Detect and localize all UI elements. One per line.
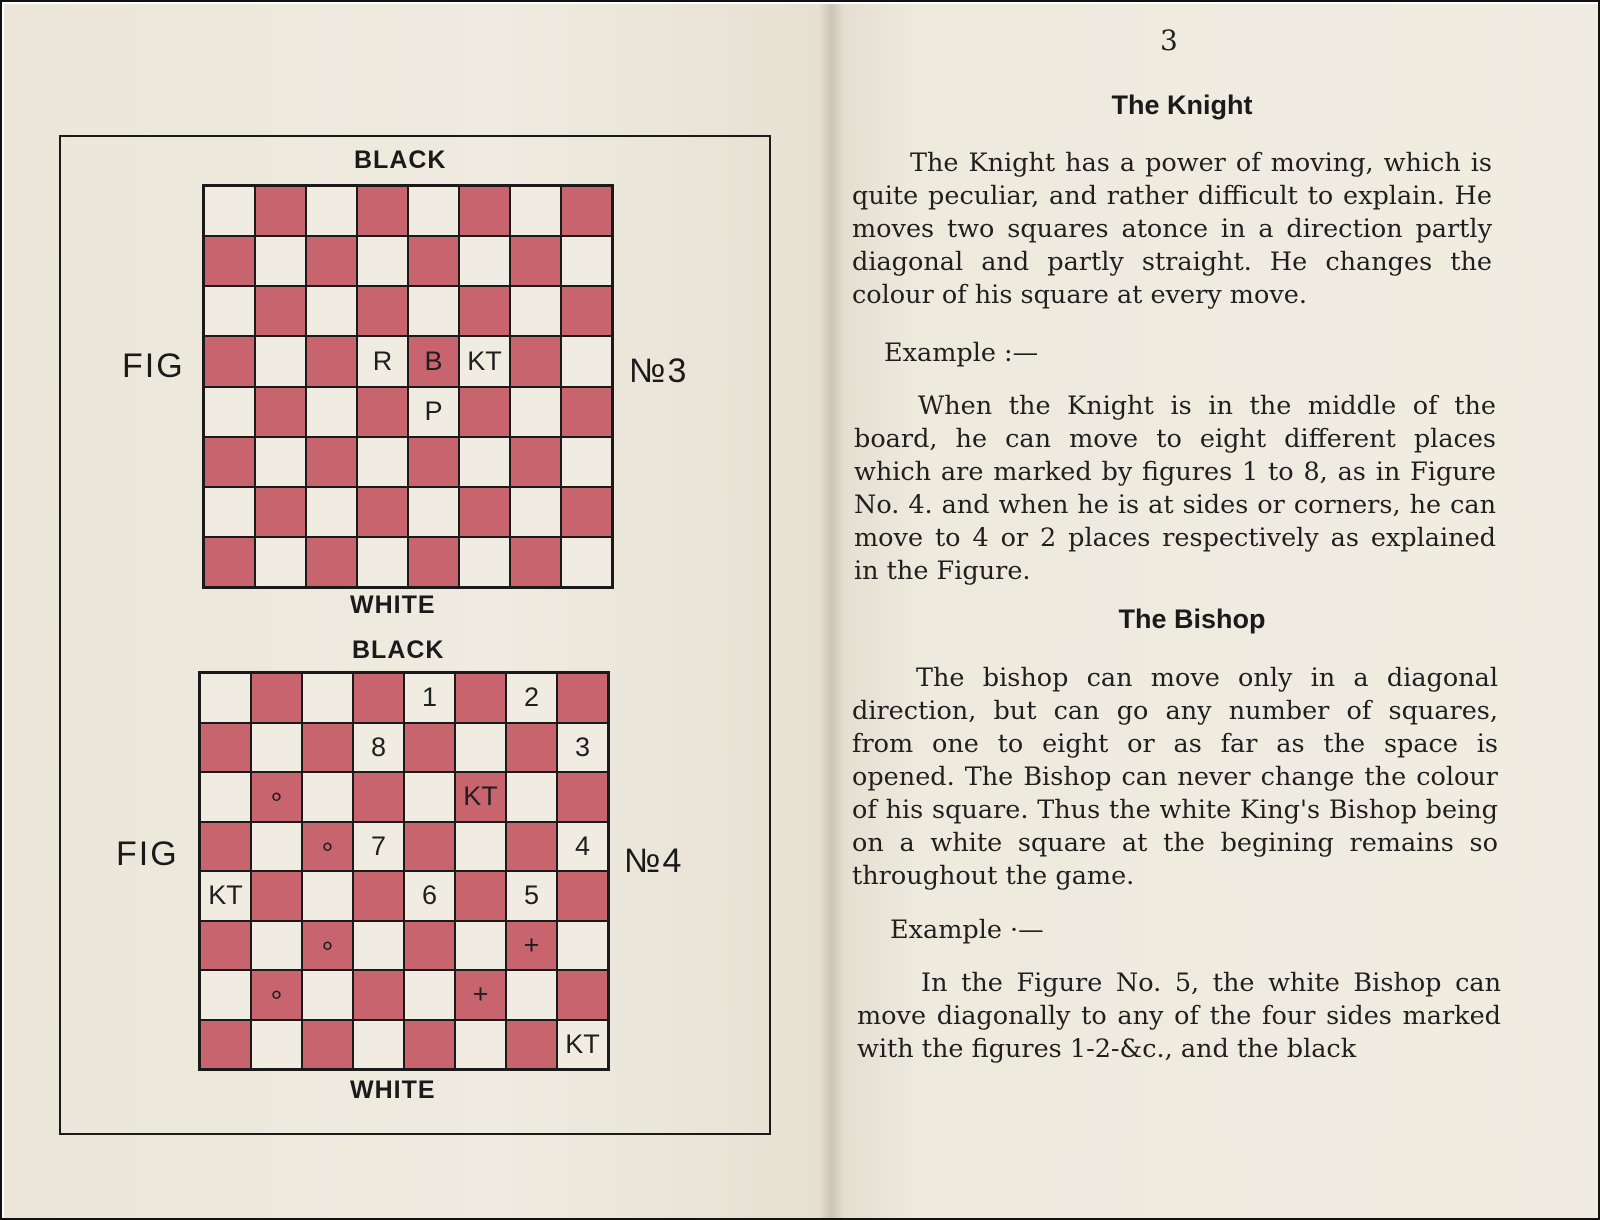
fig3-square [307, 337, 356, 385]
fig4-square [456, 724, 505, 772]
knight-text-1: The Knight has a power of moving, which is quite peculiar, and rather difficult to explain. He moves two squares atonce in a direction partly diagonal and partly straight. He changes the colour of his square at every move. [852, 148, 1492, 310]
bishop-text-2: In the Figure No. 5, the white Bishop can move diagonally to any of the four sides marked with the figures 1-2-&c., and the black [857, 968, 1501, 1064]
fig4-square [303, 872, 352, 920]
fig3-square [460, 438, 509, 486]
fig3-square [511, 237, 560, 285]
fig3-square [562, 388, 611, 436]
fig3-square [409, 488, 458, 536]
fig3-square [256, 538, 305, 586]
fig3-square [256, 438, 305, 486]
bishop-text-1: The bishop can move only in a diagonal direction, but can go any number of squares, from one to eight or as far as the space is opened. The Bishop can never change the colour of his square. Thus the white King's Bishop being on a white square at the begining remains so throughout the game. [852, 663, 1498, 891]
fig4-square [507, 1021, 556, 1069]
fig3-square [205, 237, 254, 285]
fig3-square [409, 438, 458, 486]
fig4-square: 3 [558, 724, 607, 772]
knight-text-2: When the Knight is in the middle of the board, he can move to eight different places which are marked by figures 1 to 8, as in Figure No. 4. and when he is at sides or corners, he can move to 4 or 2 places respectively as explained in the Figure. [854, 391, 1496, 586]
fig4-square [558, 971, 607, 1019]
fig3-square [358, 187, 407, 235]
fig4-square: ∘ [303, 823, 352, 871]
fig4-square [303, 971, 352, 1019]
fig4-square [558, 773, 607, 821]
knight-heading: The Knight [1111, 90, 1253, 120]
fig3-square [256, 287, 305, 335]
book-gutter [818, 4, 844, 1218]
fig4-black-label: BLACK [352, 636, 445, 664]
bishop-heading: The Bishop [1118, 604, 1266, 634]
fig4-square: ∘ [303, 922, 352, 970]
fig3-square [205, 438, 254, 486]
fig3-square [511, 538, 560, 586]
fig4-white-label: WHITE [350, 1076, 436, 1104]
knight-example-label: Example :— [884, 338, 1039, 368]
fig3-square [511, 187, 560, 235]
fig4-square: 8 [354, 724, 403, 772]
fig4-square: 7 [354, 823, 403, 871]
chessboard-fig4 [198, 671, 610, 1071]
fig4-square [405, 922, 454, 970]
bishop-para-2 [857, 967, 1501, 1066]
fig4-square [201, 724, 250, 772]
fig3-square [562, 488, 611, 536]
fig3-square: P [409, 388, 458, 436]
fig4-square [303, 1021, 352, 1069]
fig3-square [562, 538, 611, 586]
fig4-square [201, 823, 250, 871]
fig4-square [252, 724, 301, 772]
fig3-white-label: WHITE [350, 591, 436, 619]
fig4-square [558, 872, 607, 920]
fig4-square [456, 1021, 505, 1069]
fig4-square [201, 922, 250, 970]
fig4-square: 6 [405, 872, 454, 920]
fig4-square [354, 1021, 403, 1069]
fig4-square [507, 773, 556, 821]
fig4-square [507, 823, 556, 871]
fig4-square [303, 773, 352, 821]
fig4-square: 1 [405, 674, 454, 722]
fig4-square [405, 724, 454, 772]
fig3-square [256, 488, 305, 536]
fig3-square [205, 488, 254, 536]
fig3-square [307, 237, 356, 285]
fig4-number: №4 [624, 842, 684, 880]
knight-para-2 [854, 390, 1496, 588]
fig4-square [201, 773, 250, 821]
knight-para-1 [852, 147, 1492, 312]
fig4-square [405, 1021, 454, 1069]
fig3-square [460, 187, 509, 235]
fig3-square [358, 388, 407, 436]
fig4-square: 4 [558, 823, 607, 871]
fig3-square [460, 388, 509, 436]
fig4-square: ∘ [252, 773, 301, 821]
fig4-square [354, 922, 403, 970]
fig3-square [562, 237, 611, 285]
fig3-square [256, 187, 305, 235]
fig3-square [511, 287, 560, 335]
fig4-square [456, 872, 505, 920]
fig3-square [409, 187, 458, 235]
fig4-square [354, 773, 403, 821]
page-number: 3 [1160, 24, 1178, 57]
fig3-square [358, 237, 407, 285]
fig4-square [201, 674, 250, 722]
fig4-square [558, 922, 607, 970]
fig4-square [201, 1021, 250, 1069]
fig4-square: KT [201, 872, 250, 920]
fig3-square [358, 438, 407, 486]
fig4-square [507, 724, 556, 772]
fig3-square [307, 187, 356, 235]
fig4-square: 2 [507, 674, 556, 722]
fig4-square: KT [558, 1021, 607, 1069]
fig4-square [354, 872, 403, 920]
fig4-square [405, 971, 454, 1019]
fig4-square: ∘ [252, 971, 301, 1019]
fig3-square [307, 438, 356, 486]
fig3-square [460, 237, 509, 285]
bishop-para-1 [852, 662, 1498, 893]
fig3-square [511, 438, 560, 486]
fig3-square: KT [460, 337, 509, 385]
fig4-square [252, 823, 301, 871]
fig3-square [358, 287, 407, 335]
fig3-square [205, 337, 254, 385]
fig4-square [303, 724, 352, 772]
fig4-square [354, 674, 403, 722]
fig4-square [354, 971, 403, 1019]
fig3-number: №3 [629, 352, 689, 390]
fig3-square [562, 438, 611, 486]
fig3-square [205, 287, 254, 335]
fig3-square [358, 538, 407, 586]
fig3-square [511, 488, 560, 536]
fig3-square [205, 538, 254, 586]
fig3-square [256, 337, 305, 385]
fig3-square [358, 488, 407, 536]
fig3-fig-text: FIG [122, 347, 185, 385]
fig3-square [205, 187, 254, 235]
fig3-square [511, 388, 560, 436]
fig4-square [303, 674, 352, 722]
fig4-square [201, 971, 250, 1019]
fig4-square [252, 922, 301, 970]
fig3-black-label: BLACK [354, 146, 447, 174]
fig4-square [252, 674, 301, 722]
fig3-square [460, 287, 509, 335]
fig4-square [507, 971, 556, 1019]
fig3-square [409, 237, 458, 285]
fig3-square [307, 388, 356, 436]
fig3-square [256, 237, 305, 285]
chessboard-fig3 [202, 184, 614, 589]
fig3-square [562, 287, 611, 335]
bishop-example-label: Example ·— [890, 915, 1044, 945]
fig3-square [307, 488, 356, 536]
fig3-square [307, 287, 356, 335]
fig3-square [460, 488, 509, 536]
fig4-square: + [507, 922, 556, 970]
fig4-square [456, 823, 505, 871]
left-page [4, 4, 830, 1218]
fig3-square [460, 538, 509, 586]
fig3-square [562, 337, 611, 385]
fig4-fig-text: FIG [116, 835, 179, 873]
fig4-square [405, 773, 454, 821]
fig4-square: 5 [507, 872, 556, 920]
fig3-square [256, 388, 305, 436]
fig4-square: + [456, 971, 505, 1019]
fig4-square [405, 823, 454, 871]
fig4-square: KT [456, 773, 505, 821]
fig3-square [307, 538, 356, 586]
fig3-square [511, 337, 560, 385]
fig3-square [205, 388, 254, 436]
fig3-square: R [358, 337, 407, 385]
fig3-square [409, 538, 458, 586]
fig4-square [456, 674, 505, 722]
fig4-square [456, 922, 505, 970]
fig3-square: B [409, 337, 458, 385]
fig3-square [409, 287, 458, 335]
fig4-square [558, 674, 607, 722]
fig3-square [562, 187, 611, 235]
fig4-square [252, 872, 301, 920]
fig4-square [252, 1021, 301, 1069]
